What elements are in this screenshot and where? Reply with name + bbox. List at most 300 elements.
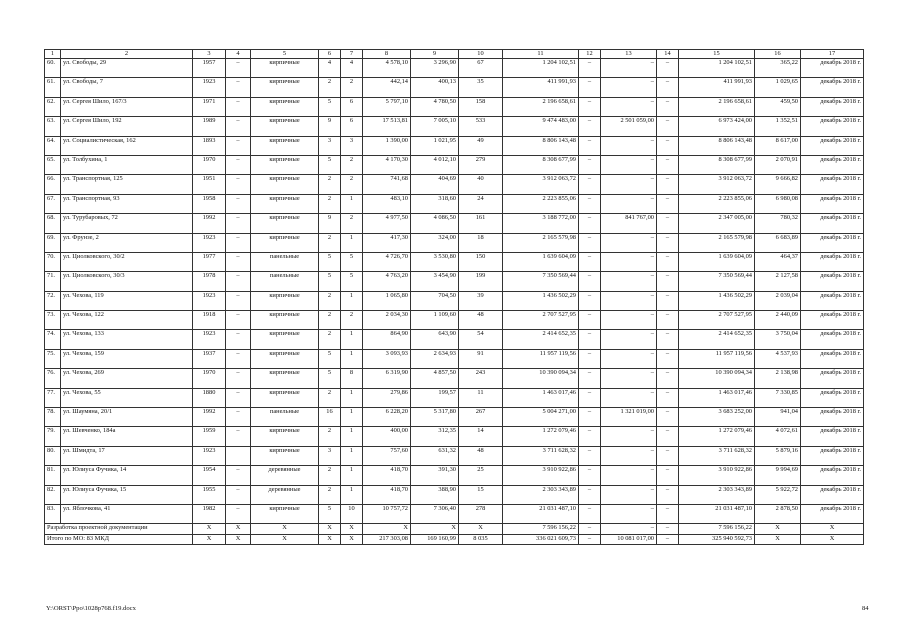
col-4: – bbox=[226, 136, 251, 155]
col-13: – bbox=[601, 59, 657, 78]
totals-label: Итого по МО: 83 МКД bbox=[45, 534, 193, 544]
floors: 5 bbox=[319, 272, 341, 291]
address: ул. Шмидта, 17 bbox=[61, 446, 193, 465]
living-area: 7 005,10 bbox=[411, 117, 459, 136]
row-number: 74. bbox=[45, 330, 61, 349]
entrances: 2 bbox=[341, 175, 363, 194]
col-12: – bbox=[579, 252, 601, 271]
floors: 3 bbox=[319, 446, 341, 465]
living-area: 4 857,50 bbox=[411, 369, 459, 388]
row-number: 60. bbox=[45, 59, 61, 78]
col-12: – bbox=[579, 446, 601, 465]
deadline: декабрь 2018 г. bbox=[801, 311, 864, 330]
col-13: – bbox=[601, 504, 657, 523]
total-area: 3 093,93 bbox=[363, 349, 411, 368]
address: ул. Юлиуса Фучика, 15 bbox=[61, 485, 193, 504]
table-row bbox=[45, 117, 864, 136]
column-number: 8 bbox=[363, 50, 411, 59]
total-area: 418,70 bbox=[363, 485, 411, 504]
totals-cell: X bbox=[801, 534, 864, 544]
repair-cost: 2 414 652,35 bbox=[503, 330, 579, 349]
col-12: – bbox=[579, 175, 601, 194]
col-14: – bbox=[657, 446, 679, 465]
residents: 49 bbox=[459, 136, 503, 155]
col-14: – bbox=[657, 369, 679, 388]
wall-material: кирпичные bbox=[251, 233, 319, 252]
col-4: – bbox=[226, 214, 251, 233]
column-number: 10 bbox=[459, 50, 503, 59]
living-area: 400,13 bbox=[411, 78, 459, 97]
build-year: 1954 bbox=[193, 466, 226, 485]
total-area: 418,70 bbox=[363, 466, 411, 485]
floors: 16 bbox=[319, 408, 341, 427]
deadline: декабрь 2018 г. bbox=[801, 349, 864, 368]
deadline: декабрь 2018 г. bbox=[801, 136, 864, 155]
fund-sum: 2 303 343,89 bbox=[679, 485, 755, 504]
entrances: 1 bbox=[341, 485, 363, 504]
column-number: 5 bbox=[251, 50, 319, 59]
totals-cell: X bbox=[193, 534, 226, 544]
unit-cost: 4 537,93 bbox=[755, 349, 801, 368]
living-area: 3 296,90 bbox=[411, 59, 459, 78]
repair-cost: 11 957 119,56 bbox=[503, 349, 579, 368]
col-14: – bbox=[657, 485, 679, 504]
entrances: 1 bbox=[341, 349, 363, 368]
living-area: 3 530,80 bbox=[411, 252, 459, 271]
fund-sum: 2 707 527,95 bbox=[679, 311, 755, 330]
row-number: 82. bbox=[45, 485, 61, 504]
build-year: 1918 bbox=[193, 311, 226, 330]
totals-cell: X bbox=[226, 534, 251, 544]
repair-cost: 1 272 079,46 bbox=[503, 427, 579, 446]
living-area: 312,35 bbox=[411, 427, 459, 446]
entrances: 5 bbox=[341, 252, 363, 271]
floors: 5 bbox=[319, 155, 341, 174]
total-area: 1 065,80 bbox=[363, 291, 411, 310]
col-13: – bbox=[601, 388, 657, 407]
repair-cost: 5 004 271,00 bbox=[503, 408, 579, 427]
col-13: – bbox=[601, 311, 657, 330]
repair-cost: 7 350 569,44 bbox=[503, 272, 579, 291]
totals-cell: 10 081 017,00 bbox=[601, 534, 657, 544]
row-number: 69. bbox=[45, 233, 61, 252]
residents: 150 bbox=[459, 252, 503, 271]
table-row bbox=[45, 330, 864, 349]
address: ул. Сергея Шило, 192 bbox=[61, 117, 193, 136]
entrances: 1 bbox=[341, 427, 363, 446]
entrances: 8 bbox=[341, 369, 363, 388]
deadline: декабрь 2018 г. bbox=[801, 194, 864, 213]
row-number: 68. bbox=[45, 214, 61, 233]
living-area: 1 109,60 bbox=[411, 311, 459, 330]
unit-cost: 2 070,91 bbox=[755, 155, 801, 174]
fund-sum: 8 308 677,99 bbox=[679, 155, 755, 174]
wall-material: кирпичные bbox=[251, 388, 319, 407]
total-area: 10 757,72 bbox=[363, 504, 411, 523]
col-13: 841 767,00 bbox=[601, 214, 657, 233]
entrances: 2 bbox=[341, 214, 363, 233]
wall-material: кирпичные bbox=[251, 427, 319, 446]
col-4: – bbox=[226, 485, 251, 504]
fund-sum: 2 223 855,06 bbox=[679, 194, 755, 213]
living-area: 3 454,90 bbox=[411, 272, 459, 291]
total-area: 741,68 bbox=[363, 175, 411, 194]
col-4: – bbox=[226, 349, 251, 368]
col-4: – bbox=[226, 408, 251, 427]
fund-sum: 1 463 017,46 bbox=[679, 388, 755, 407]
col-14: – bbox=[657, 59, 679, 78]
totals-cell: X bbox=[755, 534, 801, 544]
floors: 5 bbox=[319, 252, 341, 271]
table-row bbox=[45, 155, 864, 174]
col-14: – bbox=[657, 291, 679, 310]
row-number: 66. bbox=[45, 175, 61, 194]
table-row bbox=[45, 485, 864, 504]
row-number: 81. bbox=[45, 466, 61, 485]
totals-cell: – bbox=[579, 534, 601, 544]
floors: 2 bbox=[319, 194, 341, 213]
row-number: 62. bbox=[45, 97, 61, 116]
table-row bbox=[45, 233, 864, 252]
table-row bbox=[45, 175, 864, 194]
deadline: декабрь 2018 г. bbox=[801, 485, 864, 504]
col-13: – bbox=[601, 97, 657, 116]
deadline: декабрь 2018 г. bbox=[801, 97, 864, 116]
table-row bbox=[45, 408, 864, 427]
fund-sum: 1 639 604,09 bbox=[679, 252, 755, 271]
address: ул. Юлиуса Фучика, 14 bbox=[61, 466, 193, 485]
col-14: – bbox=[657, 214, 679, 233]
wall-material: кирпичные bbox=[251, 175, 319, 194]
col-4: – bbox=[226, 155, 251, 174]
table-row bbox=[45, 388, 864, 407]
totals-cell: 169 160,99 bbox=[411, 534, 459, 544]
living-area: 318,60 bbox=[411, 194, 459, 213]
total-area: 4 578,10 bbox=[363, 59, 411, 78]
totals-cell: 7 596 156,22 bbox=[503, 524, 579, 534]
repair-cost: 21 031 487,10 bbox=[503, 504, 579, 523]
wall-material: панельные bbox=[251, 408, 319, 427]
deadline: декабрь 2018 г. bbox=[801, 272, 864, 291]
col-4: – bbox=[226, 78, 251, 97]
address: ул. Социалистическая, 162 bbox=[61, 136, 193, 155]
build-year: 1978 bbox=[193, 272, 226, 291]
file-path: Y:\ORST\Ppo\1028p768.f19.docx bbox=[46, 605, 136, 612]
fund-sum: 2 165 579,98 bbox=[679, 233, 755, 252]
row-number: 71. bbox=[45, 272, 61, 291]
totals-cell: 7 596 156,22 bbox=[679, 524, 755, 534]
living-area: 199,57 bbox=[411, 388, 459, 407]
build-year: 1989 bbox=[193, 117, 226, 136]
table-row bbox=[45, 97, 864, 116]
col-14: – bbox=[657, 408, 679, 427]
column-number: 15 bbox=[679, 50, 755, 59]
row-number: 76. bbox=[45, 369, 61, 388]
residents: 158 bbox=[459, 97, 503, 116]
column-number: 12 bbox=[579, 50, 601, 59]
floors: 3 bbox=[319, 136, 341, 155]
table-row bbox=[45, 466, 864, 485]
col-13: – bbox=[601, 272, 657, 291]
address: ул. Сергея Шило, 167/3 bbox=[61, 97, 193, 116]
col-12: – bbox=[579, 466, 601, 485]
unit-cost: 365,22 bbox=[755, 59, 801, 78]
row-number: 64. bbox=[45, 136, 61, 155]
residents: 18 bbox=[459, 233, 503, 252]
totals-cell: – bbox=[579, 524, 601, 534]
floors: 5 bbox=[319, 504, 341, 523]
fund-sum: 8 806 143,48 bbox=[679, 136, 755, 155]
deadline: декабрь 2018 г. bbox=[801, 214, 864, 233]
col-12: – bbox=[579, 311, 601, 330]
column-number: 17 bbox=[801, 50, 864, 59]
address: ул. Транспортная, 125 bbox=[61, 175, 193, 194]
col-13: – bbox=[601, 369, 657, 388]
total-area: 6 228,20 bbox=[363, 408, 411, 427]
row-number: 65. bbox=[45, 155, 61, 174]
residents: 48 bbox=[459, 311, 503, 330]
col-14: – bbox=[657, 233, 679, 252]
repair-cost: 411 991,93 bbox=[503, 78, 579, 97]
col-14: – bbox=[657, 349, 679, 368]
col-4: – bbox=[226, 272, 251, 291]
residents: 161 bbox=[459, 214, 503, 233]
floors: 2 bbox=[319, 330, 341, 349]
floors: 9 bbox=[319, 214, 341, 233]
unit-cost: 464,37 bbox=[755, 252, 801, 271]
totals-cell: 8 035 bbox=[459, 534, 503, 544]
unit-cost: 459,50 bbox=[755, 97, 801, 116]
deadline: декабрь 2018 г. bbox=[801, 330, 864, 349]
fund-sum: 1 204 102,51 bbox=[679, 59, 755, 78]
entrances: 1 bbox=[341, 330, 363, 349]
row-number: 83. bbox=[45, 504, 61, 523]
build-year: 1959 bbox=[193, 427, 226, 446]
unit-cost: 2 138,98 bbox=[755, 369, 801, 388]
col-4: – bbox=[226, 466, 251, 485]
residents: 199 bbox=[459, 272, 503, 291]
col-13: – bbox=[601, 233, 657, 252]
address: ул. Чехова, 133 bbox=[61, 330, 193, 349]
wall-material: кирпичные bbox=[251, 311, 319, 330]
deadline: декабрь 2018 г. bbox=[801, 427, 864, 446]
column-number: 14 bbox=[657, 50, 679, 59]
col-14: – bbox=[657, 194, 679, 213]
totals-cell: – bbox=[657, 524, 679, 534]
unit-cost: 6 683,89 bbox=[755, 233, 801, 252]
totals-cell: X bbox=[363, 524, 411, 534]
floors: 2 bbox=[319, 78, 341, 97]
table-row bbox=[45, 291, 864, 310]
build-year: 1970 bbox=[193, 155, 226, 174]
col-14: – bbox=[657, 427, 679, 446]
unit-cost: 780,32 bbox=[755, 214, 801, 233]
column-number: 7 bbox=[341, 50, 363, 59]
row-number: 73. bbox=[45, 311, 61, 330]
entrances: 2 bbox=[341, 78, 363, 97]
wall-material: кирпичные bbox=[251, 97, 319, 116]
repair-cost: 2 707 527,95 bbox=[503, 311, 579, 330]
col-12: – bbox=[579, 155, 601, 174]
floors: 9 bbox=[319, 117, 341, 136]
residents: 67 bbox=[459, 59, 503, 78]
totals-cell: X bbox=[459, 524, 503, 534]
col-13: – bbox=[601, 330, 657, 349]
repair-cost: 8 806 143,48 bbox=[503, 136, 579, 155]
build-year: 1893 bbox=[193, 136, 226, 155]
residents: 39 bbox=[459, 291, 503, 310]
residents: 40 bbox=[459, 175, 503, 194]
col-4: – bbox=[226, 504, 251, 523]
build-year: 1923 bbox=[193, 78, 226, 97]
col-12: – bbox=[579, 330, 601, 349]
living-area: 7 306,40 bbox=[411, 504, 459, 523]
row-number: 78. bbox=[45, 408, 61, 427]
unit-cost: 941,04 bbox=[755, 408, 801, 427]
address: ул. Шаумяна, 20/1 bbox=[61, 408, 193, 427]
col-14: – bbox=[657, 504, 679, 523]
entrances: 1 bbox=[341, 291, 363, 310]
floors: 5 bbox=[319, 97, 341, 116]
build-year: 1923 bbox=[193, 330, 226, 349]
housing-repair-table bbox=[44, 49, 864, 545]
wall-material: кирпичные bbox=[251, 117, 319, 136]
repair-cost: 3 188 772,00 bbox=[503, 214, 579, 233]
table-row bbox=[45, 446, 864, 465]
fund-sum: 10 390 094,34 bbox=[679, 369, 755, 388]
unit-cost: 2 039,04 bbox=[755, 291, 801, 310]
row-number: 63. bbox=[45, 117, 61, 136]
total-area: 5 797,10 bbox=[363, 97, 411, 116]
repair-cost: 3 711 628,32 bbox=[503, 446, 579, 465]
total-area: 17 513,81 bbox=[363, 117, 411, 136]
wall-material: панельные bbox=[251, 272, 319, 291]
fund-sum: 1 272 079,46 bbox=[679, 427, 755, 446]
total-area: 4 726,70 bbox=[363, 252, 411, 271]
unit-cost: 1 029,65 bbox=[755, 78, 801, 97]
col-14: – bbox=[657, 388, 679, 407]
entrances: 1 bbox=[341, 408, 363, 427]
totals-cell: X bbox=[341, 524, 363, 534]
col-13: 2 501 059,00 bbox=[601, 117, 657, 136]
residents: 48 bbox=[459, 446, 503, 465]
residents: 25 bbox=[459, 466, 503, 485]
living-area: 4 012,10 bbox=[411, 155, 459, 174]
column-number: 4 bbox=[226, 50, 251, 59]
col-4: – bbox=[226, 233, 251, 252]
wall-material: кирпичные bbox=[251, 349, 319, 368]
col-13: – bbox=[601, 78, 657, 97]
col-12: – bbox=[579, 136, 601, 155]
column-number: 2 bbox=[61, 50, 193, 59]
entrances: 2 bbox=[341, 311, 363, 330]
col-12: – bbox=[579, 388, 601, 407]
deadline: декабрь 2018 г. bbox=[801, 59, 864, 78]
wall-material: кирпичные bbox=[251, 78, 319, 97]
floors: 5 bbox=[319, 349, 341, 368]
col-13: – bbox=[601, 446, 657, 465]
residents: 35 bbox=[459, 78, 503, 97]
column-number: 11 bbox=[503, 50, 579, 59]
address: ул. Фрунзе, 2 bbox=[61, 233, 193, 252]
address: ул. Транспортная, 93 bbox=[61, 194, 193, 213]
deadline: декабрь 2018 г. bbox=[801, 252, 864, 271]
fund-sum: 3 912 063,72 bbox=[679, 175, 755, 194]
address: ул. Чехова, 269 bbox=[61, 369, 193, 388]
total-area: 2 034,30 bbox=[363, 311, 411, 330]
totals-label: Разработка проектной документации bbox=[45, 524, 193, 534]
totals-row bbox=[45, 534, 864, 544]
col-4 bbox=[226, 446, 251, 465]
repair-cost: 2 196 658,61 bbox=[503, 97, 579, 116]
residents: 279 bbox=[459, 155, 503, 174]
build-year: 1957 bbox=[193, 59, 226, 78]
col-13: – bbox=[601, 252, 657, 271]
column-number: 6 bbox=[319, 50, 341, 59]
floors: 5 bbox=[319, 369, 341, 388]
entrances: 4 bbox=[341, 59, 363, 78]
entrances: 1 bbox=[341, 446, 363, 465]
col-14: – bbox=[657, 175, 679, 194]
row-number: 70. bbox=[45, 252, 61, 271]
deadline: декабрь 2018 г. bbox=[801, 504, 864, 523]
col-4: – bbox=[226, 175, 251, 194]
row-number: 67. bbox=[45, 194, 61, 213]
fund-sum: 11 957 119,56 bbox=[679, 349, 755, 368]
floors: 2 bbox=[319, 233, 341, 252]
address: ул. Циолковского, 30/3 bbox=[61, 272, 193, 291]
table-row bbox=[45, 349, 864, 368]
floors: 2 bbox=[319, 427, 341, 446]
row-number: 61. bbox=[45, 78, 61, 97]
wall-material: кирпичные bbox=[251, 194, 319, 213]
wall-material: кирпичные bbox=[251, 369, 319, 388]
fund-sum: 2 414 652,35 bbox=[679, 330, 755, 349]
col-12: – bbox=[579, 427, 601, 446]
repair-cost: 1 463 017,46 bbox=[503, 388, 579, 407]
living-area: 324,00 bbox=[411, 233, 459, 252]
unit-cost: 4 072,61 bbox=[755, 427, 801, 446]
residents: 11 bbox=[459, 388, 503, 407]
totals-cell: X bbox=[251, 534, 319, 544]
col-14: – bbox=[657, 466, 679, 485]
totals-cell: X bbox=[341, 534, 363, 544]
col-14: – bbox=[657, 252, 679, 271]
col-13: – bbox=[601, 427, 657, 446]
col-12: – bbox=[579, 272, 601, 291]
total-area: 4 170,30 bbox=[363, 155, 411, 174]
build-year: 1923 bbox=[193, 233, 226, 252]
wall-material: кирпичные bbox=[251, 136, 319, 155]
fund-sum: 21 031 487,10 bbox=[679, 504, 755, 523]
fund-sum: 7 350 569,44 bbox=[679, 272, 755, 291]
fund-sum: 3 683 252,00 bbox=[679, 408, 755, 427]
col-4: – bbox=[226, 311, 251, 330]
address: ул. Свободы, 7 bbox=[61, 78, 193, 97]
unit-cost: 5 879,16 bbox=[755, 446, 801, 465]
col-12: – bbox=[579, 291, 601, 310]
col-4: – bbox=[226, 59, 251, 78]
living-area: 631,32 bbox=[411, 446, 459, 465]
unit-cost: 2 127,58 bbox=[755, 272, 801, 291]
wall-material: кирпичные bbox=[251, 214, 319, 233]
entrances: 1 bbox=[341, 388, 363, 407]
totals-cell: 336 021 609,73 bbox=[503, 534, 579, 544]
address: ул. Шевченко, 184а bbox=[61, 427, 193, 446]
table-row bbox=[45, 59, 864, 78]
fund-sum: 411 991,93 bbox=[679, 78, 755, 97]
wall-material: деревянные bbox=[251, 485, 319, 504]
